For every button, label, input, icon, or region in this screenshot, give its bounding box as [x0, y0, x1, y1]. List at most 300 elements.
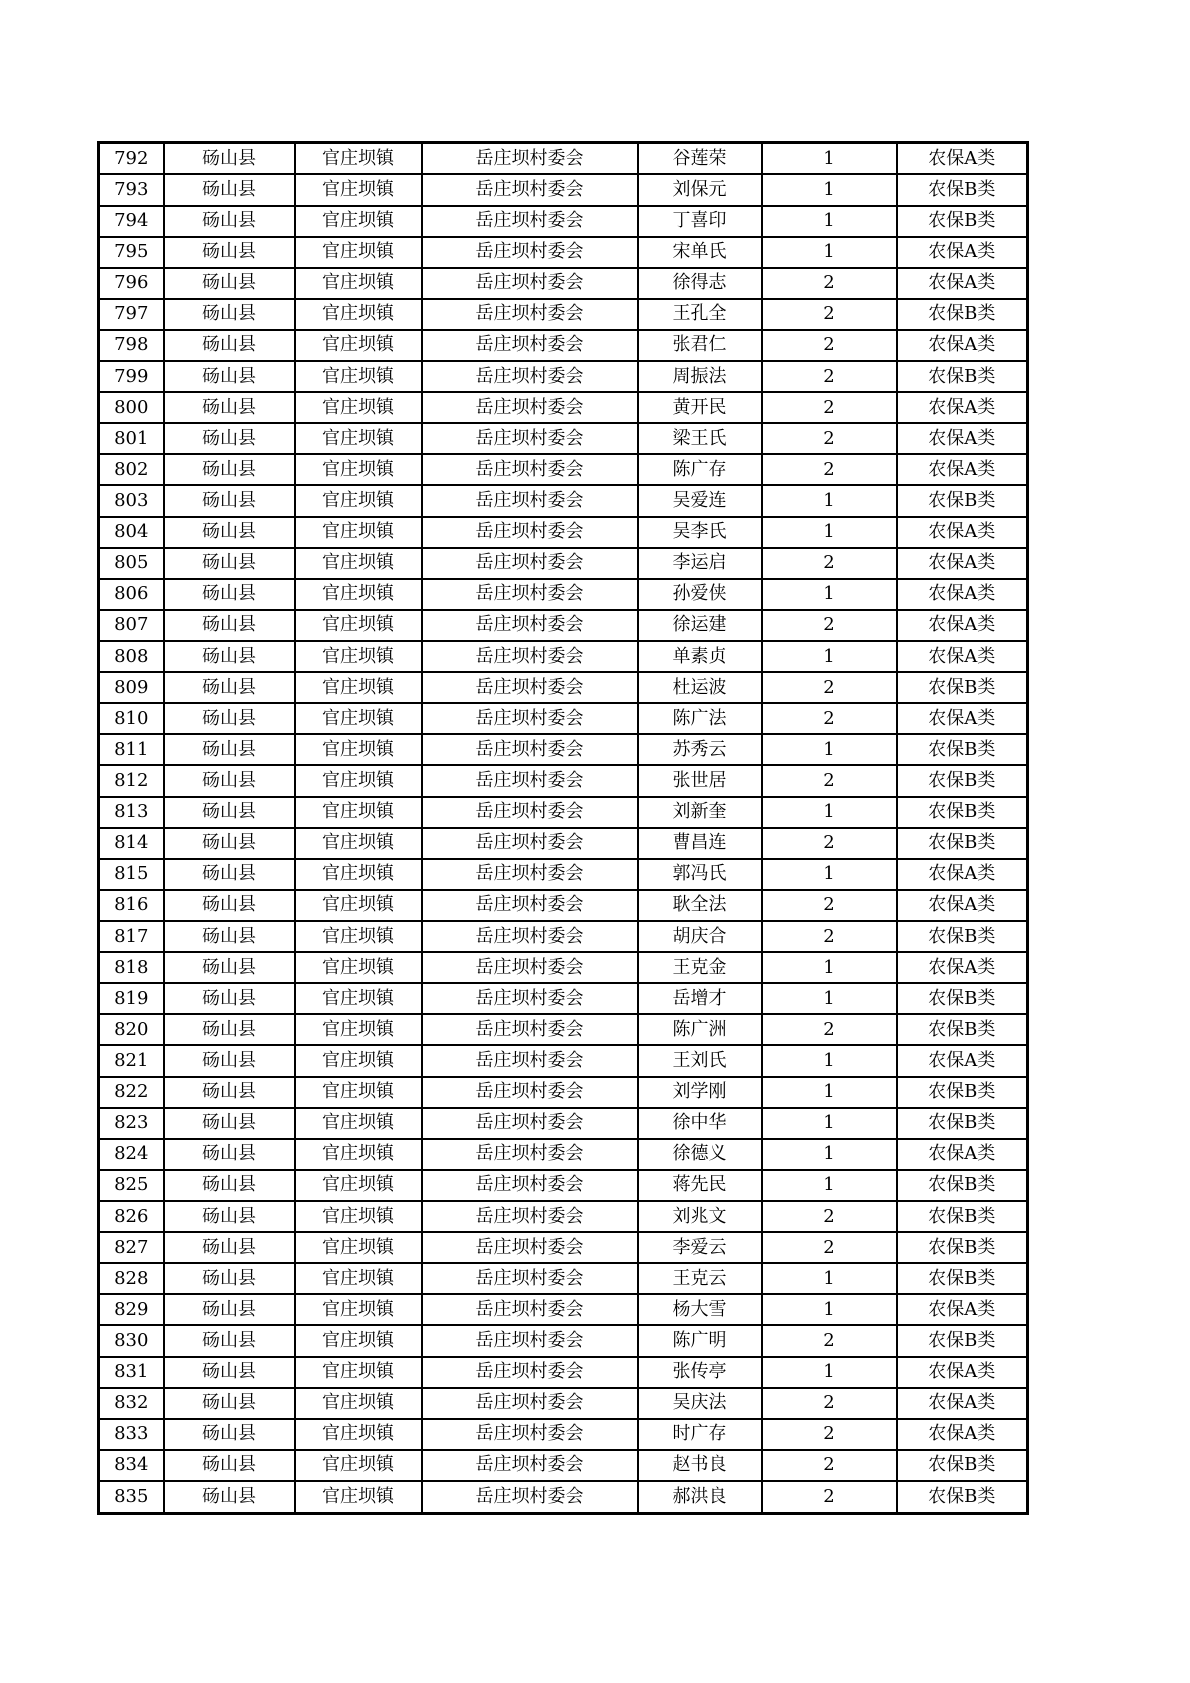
category-cell: 农保A类	[897, 641, 1028, 672]
category-cell: 农保A类	[897, 703, 1028, 734]
category-cell: 农保A类	[897, 890, 1028, 921]
table-row	[99, 548, 1028, 579]
county-cell: 砀山县	[164, 703, 295, 734]
table-row	[99, 672, 1028, 703]
village-cell: 岳庄坝村委会	[422, 1170, 638, 1201]
person-name-cell: 杜运波	[638, 672, 762, 703]
county-cell: 砀山县	[164, 1294, 295, 1325]
count-cell: 2	[762, 392, 897, 423]
table-row	[99, 330, 1028, 361]
index-cell: 799	[99, 361, 164, 392]
index-cell: 821	[99, 1045, 164, 1076]
count-cell: 1	[762, 1077, 897, 1108]
count-cell: 2	[762, 610, 897, 641]
person-name-cell: 陈广洲	[638, 1014, 762, 1045]
county-cell: 砀山县	[164, 1357, 295, 1388]
count-cell: 1	[762, 1108, 897, 1139]
table-row	[99, 1450, 1028, 1481]
table-row	[99, 206, 1028, 237]
county-cell: 砀山县	[164, 548, 295, 579]
index-cell: 818	[99, 952, 164, 983]
index-cell: 824	[99, 1139, 164, 1170]
person-name-cell: 王克云	[638, 1263, 762, 1294]
person-name-cell: 蒋先民	[638, 1170, 762, 1201]
person-name-cell: 苏秀云	[638, 734, 762, 765]
county-cell: 砀山县	[164, 1388, 295, 1419]
town-cell: 官庄坝镇	[295, 983, 422, 1014]
village-cell: 岳庄坝村委会	[422, 1201, 638, 1232]
index-cell: 817	[99, 921, 164, 952]
category-cell: 农保A类	[897, 548, 1028, 579]
category-cell: 农保A类	[897, 237, 1028, 268]
table-row	[99, 610, 1028, 641]
village-cell: 岳庄坝村委会	[422, 641, 638, 672]
town-cell: 官庄坝镇	[295, 1419, 422, 1450]
town-cell: 官庄坝镇	[295, 206, 422, 237]
index-cell: 792	[99, 143, 164, 175]
town-cell: 官庄坝镇	[295, 1388, 422, 1419]
county-cell: 砀山县	[164, 1045, 295, 1076]
category-cell: 农保B类	[897, 206, 1028, 237]
town-cell: 官庄坝镇	[295, 485, 422, 516]
town-cell: 官庄坝镇	[295, 890, 422, 921]
count-cell: 1	[762, 174, 897, 205]
town-cell: 官庄坝镇	[295, 299, 422, 330]
table-row	[99, 765, 1028, 796]
county-cell: 砀山县	[164, 859, 295, 890]
table-row	[99, 485, 1028, 516]
person-name-cell: 陈广法	[638, 703, 762, 734]
table-row	[99, 579, 1028, 610]
index-cell: 816	[99, 890, 164, 921]
town-cell: 官庄坝镇	[295, 1014, 422, 1045]
county-cell: 砀山县	[164, 921, 295, 952]
town-cell: 官庄坝镇	[295, 1045, 422, 1076]
index-cell: 798	[99, 330, 164, 361]
count-cell: 1	[762, 579, 897, 610]
table-row	[99, 1481, 1028, 1514]
county-cell: 砀山县	[164, 1481, 295, 1514]
table-row	[99, 423, 1028, 454]
person-name-cell: 周振法	[638, 361, 762, 392]
town-cell: 官庄坝镇	[295, 423, 422, 454]
count-cell: 1	[762, 1170, 897, 1201]
category-cell: 农保B类	[897, 1325, 1028, 1356]
village-cell: 岳庄坝村委会	[422, 1450, 638, 1481]
index-cell: 826	[99, 1201, 164, 1232]
count-cell: 2	[762, 828, 897, 859]
category-cell: 农保A类	[897, 1294, 1028, 1325]
table-row	[99, 1419, 1028, 1450]
category-cell: 农保B类	[897, 921, 1028, 952]
table-row	[99, 1170, 1028, 1201]
county-cell: 砀山县	[164, 1014, 295, 1045]
town-cell: 官庄坝镇	[295, 1139, 422, 1170]
count-cell: 2	[762, 1201, 897, 1232]
county-cell: 砀山县	[164, 1325, 295, 1356]
count-cell: 1	[762, 859, 897, 890]
index-cell: 793	[99, 174, 164, 205]
person-name-cell: 李运启	[638, 548, 762, 579]
person-name-cell: 梁王氏	[638, 423, 762, 454]
village-cell: 岳庄坝村委会	[422, 890, 638, 921]
index-cell: 832	[99, 1388, 164, 1419]
index-cell: 830	[99, 1325, 164, 1356]
town-cell: 官庄坝镇	[295, 548, 422, 579]
village-cell: 岳庄坝村委会	[422, 392, 638, 423]
table-row	[99, 1108, 1028, 1139]
index-cell: 804	[99, 517, 164, 548]
index-cell: 825	[99, 1170, 164, 1201]
town-cell: 官庄坝镇	[295, 641, 422, 672]
village-cell: 岳庄坝村委会	[422, 174, 638, 205]
table-row	[99, 174, 1028, 205]
category-cell: 农保A类	[897, 268, 1028, 299]
count-cell: 2	[762, 330, 897, 361]
village-cell: 岳庄坝村委会	[422, 1077, 638, 1108]
category-cell: 农保B类	[897, 672, 1028, 703]
category-cell: 农保A类	[897, 610, 1028, 641]
village-cell: 岳庄坝村委会	[422, 268, 638, 299]
county-cell: 砀山县	[164, 579, 295, 610]
count-cell: 1	[762, 641, 897, 672]
index-cell: 809	[99, 672, 164, 703]
category-cell: 农保A类	[897, 517, 1028, 548]
count-cell: 1	[762, 1294, 897, 1325]
table-row	[99, 1045, 1028, 1076]
county-cell: 砀山县	[164, 641, 295, 672]
town-cell: 官庄坝镇	[295, 1077, 422, 1108]
town-cell: 官庄坝镇	[295, 1325, 422, 1356]
county-cell: 砀山县	[164, 174, 295, 205]
index-cell: 829	[99, 1294, 164, 1325]
county-cell: 砀山县	[164, 765, 295, 796]
village-cell: 岳庄坝村委会	[422, 548, 638, 579]
village-cell: 岳庄坝村委会	[422, 859, 638, 890]
count-cell: 1	[762, 143, 897, 175]
village-cell: 岳庄坝村委会	[422, 610, 638, 641]
county-cell: 砀山县	[164, 1232, 295, 1263]
town-cell: 官庄坝镇	[295, 330, 422, 361]
village-cell: 岳庄坝村委会	[422, 1388, 638, 1419]
index-cell: 813	[99, 797, 164, 828]
village-cell: 岳庄坝村委会	[422, 1357, 638, 1388]
town-cell: 官庄坝镇	[295, 1481, 422, 1514]
town-cell: 官庄坝镇	[295, 703, 422, 734]
county-cell: 砀山县	[164, 1139, 295, 1170]
count-cell: 1	[762, 1263, 897, 1294]
county-cell: 砀山县	[164, 610, 295, 641]
county-cell: 砀山县	[164, 1201, 295, 1232]
count-cell: 1	[762, 734, 897, 765]
town-cell: 官庄坝镇	[295, 1170, 422, 1201]
village-cell: 岳庄坝村委会	[422, 703, 638, 734]
town-cell: 官庄坝镇	[295, 765, 422, 796]
town-cell: 官庄坝镇	[295, 734, 422, 765]
person-name-cell: 曹昌连	[638, 828, 762, 859]
town-cell: 官庄坝镇	[295, 268, 422, 299]
village-cell: 岳庄坝村委会	[422, 517, 638, 548]
index-cell: 827	[99, 1232, 164, 1263]
index-cell: 807	[99, 610, 164, 641]
village-cell: 岳庄坝村委会	[422, 143, 638, 175]
category-cell: 农保A类	[897, 1357, 1028, 1388]
person-name-cell: 吴李氏	[638, 517, 762, 548]
table-row	[99, 1263, 1028, 1294]
category-cell: 农保B类	[897, 1263, 1028, 1294]
county-cell: 砀山县	[164, 1170, 295, 1201]
village-cell: 岳庄坝村委会	[422, 921, 638, 952]
county-cell: 砀山县	[164, 1419, 295, 1450]
category-cell: 农保B类	[897, 797, 1028, 828]
category-cell: 农保B类	[897, 734, 1028, 765]
person-name-cell: 郝洪良	[638, 1481, 762, 1514]
person-name-cell: 孙爱侠	[638, 579, 762, 610]
category-cell: 农保B类	[897, 1014, 1028, 1045]
index-cell: 834	[99, 1450, 164, 1481]
table-row	[99, 1014, 1028, 1045]
count-cell: 1	[762, 797, 897, 828]
village-cell: 岳庄坝村委会	[422, 454, 638, 485]
count-cell: 2	[762, 1325, 897, 1356]
county-cell: 砀山县	[164, 1450, 295, 1481]
village-cell: 岳庄坝村委会	[422, 1294, 638, 1325]
county-cell: 砀山县	[164, 423, 295, 454]
table-row	[99, 1325, 1028, 1356]
count-cell: 2	[762, 1014, 897, 1045]
county-cell: 砀山县	[164, 672, 295, 703]
person-name-cell: 单素贞	[638, 641, 762, 672]
county-cell: 砀山县	[164, 1263, 295, 1294]
village-cell: 岳庄坝村委会	[422, 423, 638, 454]
index-cell: 823	[99, 1108, 164, 1139]
count-cell: 1	[762, 485, 897, 516]
index-cell: 833	[99, 1419, 164, 1450]
village-cell: 岳庄坝村委会	[422, 1014, 638, 1045]
village-cell: 岳庄坝村委会	[422, 237, 638, 268]
table-row	[99, 1232, 1028, 1263]
person-name-cell: 王刘氏	[638, 1045, 762, 1076]
table-row	[99, 517, 1028, 548]
person-name-cell: 时广存	[638, 1419, 762, 1450]
index-cell: 801	[99, 423, 164, 454]
table-row	[99, 299, 1028, 330]
count-cell: 2	[762, 423, 897, 454]
town-cell: 官庄坝镇	[295, 672, 422, 703]
person-name-cell: 李爱云	[638, 1232, 762, 1263]
village-cell: 岳庄坝村委会	[422, 828, 638, 859]
person-name-cell: 耿全法	[638, 890, 762, 921]
category-cell: 农保B类	[897, 828, 1028, 859]
count-cell: 2	[762, 703, 897, 734]
count-cell: 1	[762, 1357, 897, 1388]
county-cell: 砀山县	[164, 299, 295, 330]
index-cell: 805	[99, 548, 164, 579]
count-cell: 1	[762, 206, 897, 237]
town-cell: 官庄坝镇	[295, 579, 422, 610]
village-cell: 岳庄坝村委会	[422, 1325, 638, 1356]
village-cell: 岳庄坝村委会	[422, 206, 638, 237]
index-cell: 815	[99, 859, 164, 890]
village-cell: 岳庄坝村委会	[422, 1139, 638, 1170]
table-row	[99, 641, 1028, 672]
category-cell: 农保A类	[897, 454, 1028, 485]
person-name-cell: 刘保元	[638, 174, 762, 205]
table-row	[99, 268, 1028, 299]
table-row	[99, 1388, 1028, 1419]
village-cell: 岳庄坝村委会	[422, 361, 638, 392]
town-cell: 官庄坝镇	[295, 1232, 422, 1263]
person-name-cell: 吴爱连	[638, 485, 762, 516]
roster-table	[97, 141, 1029, 1515]
category-cell: 农保B类	[897, 1481, 1028, 1514]
county-cell: 砀山县	[164, 1108, 295, 1139]
count-cell: 2	[762, 1232, 897, 1263]
table-row	[99, 1294, 1028, 1325]
person-name-cell: 岳增才	[638, 983, 762, 1014]
table-row	[99, 859, 1028, 890]
category-cell: 农保B类	[897, 1201, 1028, 1232]
count-cell: 1	[762, 517, 897, 548]
town-cell: 官庄坝镇	[295, 1263, 422, 1294]
count-cell: 1	[762, 1045, 897, 1076]
village-cell: 岳庄坝村委会	[422, 1481, 638, 1514]
category-cell: 农保A类	[897, 859, 1028, 890]
table-row	[99, 734, 1028, 765]
person-name-cell: 宋单氏	[638, 237, 762, 268]
county-cell: 砀山县	[164, 206, 295, 237]
village-cell: 岳庄坝村委会	[422, 1108, 638, 1139]
category-cell: 农保A类	[897, 330, 1028, 361]
index-cell: 796	[99, 268, 164, 299]
person-name-cell: 刘学刚	[638, 1077, 762, 1108]
count-cell: 1	[762, 237, 897, 268]
index-cell: 800	[99, 392, 164, 423]
town-cell: 官庄坝镇	[295, 859, 422, 890]
county-cell: 砀山县	[164, 952, 295, 983]
town-cell: 官庄坝镇	[295, 361, 422, 392]
table-row	[99, 143, 1028, 175]
town-cell: 官庄坝镇	[295, 1450, 422, 1481]
count-cell: 2	[762, 765, 897, 796]
category-cell: 农保A类	[897, 392, 1028, 423]
table-row	[99, 1139, 1028, 1170]
person-name-cell: 刘兆文	[638, 1201, 762, 1232]
index-cell: 820	[99, 1014, 164, 1045]
count-cell: 2	[762, 548, 897, 579]
table-row	[99, 1357, 1028, 1388]
village-cell: 岳庄坝村委会	[422, 330, 638, 361]
category-cell: 农保B类	[897, 1077, 1028, 1108]
category-cell: 农保A类	[897, 1388, 1028, 1419]
town-cell: 官庄坝镇	[295, 828, 422, 859]
category-cell: 农保B类	[897, 485, 1028, 516]
village-cell: 岳庄坝村委会	[422, 952, 638, 983]
county-cell: 砀山县	[164, 983, 295, 1014]
person-name-cell: 王孔全	[638, 299, 762, 330]
category-cell: 农保B类	[897, 299, 1028, 330]
person-name-cell: 陈广存	[638, 454, 762, 485]
count-cell: 2	[762, 1388, 897, 1419]
index-cell: 806	[99, 579, 164, 610]
person-name-cell: 王克金	[638, 952, 762, 983]
index-cell: 795	[99, 237, 164, 268]
count-cell: 2	[762, 921, 897, 952]
index-cell: 808	[99, 641, 164, 672]
person-name-cell: 郭冯氏	[638, 859, 762, 890]
table-row	[99, 828, 1028, 859]
index-cell: 803	[99, 485, 164, 516]
count-cell: 2	[762, 454, 897, 485]
person-name-cell: 徐运建	[638, 610, 762, 641]
village-cell: 岳庄坝村委会	[422, 1419, 638, 1450]
table-row	[99, 361, 1028, 392]
count-cell: 2	[762, 890, 897, 921]
index-cell: 797	[99, 299, 164, 330]
index-cell: 835	[99, 1481, 164, 1514]
town-cell: 官庄坝镇	[295, 237, 422, 268]
person-name-cell: 谷莲荣	[638, 143, 762, 175]
count-cell: 2	[762, 1419, 897, 1450]
category-cell: 农保B类	[897, 765, 1028, 796]
village-cell: 岳庄坝村委会	[422, 299, 638, 330]
table-row	[99, 392, 1028, 423]
index-cell: 831	[99, 1357, 164, 1388]
category-cell: 农保B类	[897, 361, 1028, 392]
county-cell: 砀山县	[164, 454, 295, 485]
person-name-cell: 陈广明	[638, 1325, 762, 1356]
count-cell: 2	[762, 299, 897, 330]
count-cell: 2	[762, 672, 897, 703]
count-cell: 1	[762, 1139, 897, 1170]
town-cell: 官庄坝镇	[295, 1357, 422, 1388]
county-cell: 砀山县	[164, 485, 295, 516]
category-cell: 农保A类	[897, 1045, 1028, 1076]
person-name-cell: 张世居	[638, 765, 762, 796]
person-name-cell: 胡庆合	[638, 921, 762, 952]
person-name-cell: 张传亭	[638, 1357, 762, 1388]
count-cell: 1	[762, 952, 897, 983]
category-cell: 农保A类	[897, 1419, 1028, 1450]
index-cell: 822	[99, 1077, 164, 1108]
category-cell: 农保A类	[897, 952, 1028, 983]
category-cell: 农保A类	[897, 579, 1028, 610]
index-cell: 794	[99, 206, 164, 237]
person-name-cell: 张君仁	[638, 330, 762, 361]
category-cell: 农保B类	[897, 1170, 1028, 1201]
county-cell: 砀山县	[164, 890, 295, 921]
category-cell: 农保B类	[897, 983, 1028, 1014]
county-cell: 砀山县	[164, 237, 295, 268]
village-cell: 岳庄坝村委会	[422, 1232, 638, 1263]
table-row	[99, 921, 1028, 952]
count-cell: 1	[762, 983, 897, 1014]
village-cell: 岳庄坝村委会	[422, 734, 638, 765]
village-cell: 岳庄坝村委会	[422, 1045, 638, 1076]
town-cell: 官庄坝镇	[295, 1294, 422, 1325]
category-cell: 农保A类	[897, 143, 1028, 175]
county-cell: 砀山县	[164, 361, 295, 392]
category-cell: 农保B类	[897, 1450, 1028, 1481]
category-cell: 农保B类	[897, 174, 1028, 205]
table-row	[99, 1201, 1028, 1232]
town-cell: 官庄坝镇	[295, 797, 422, 828]
village-cell: 岳庄坝村委会	[422, 765, 638, 796]
index-cell: 828	[99, 1263, 164, 1294]
person-name-cell: 刘新奎	[638, 797, 762, 828]
county-cell: 砀山县	[164, 1077, 295, 1108]
town-cell: 官庄坝镇	[295, 392, 422, 423]
